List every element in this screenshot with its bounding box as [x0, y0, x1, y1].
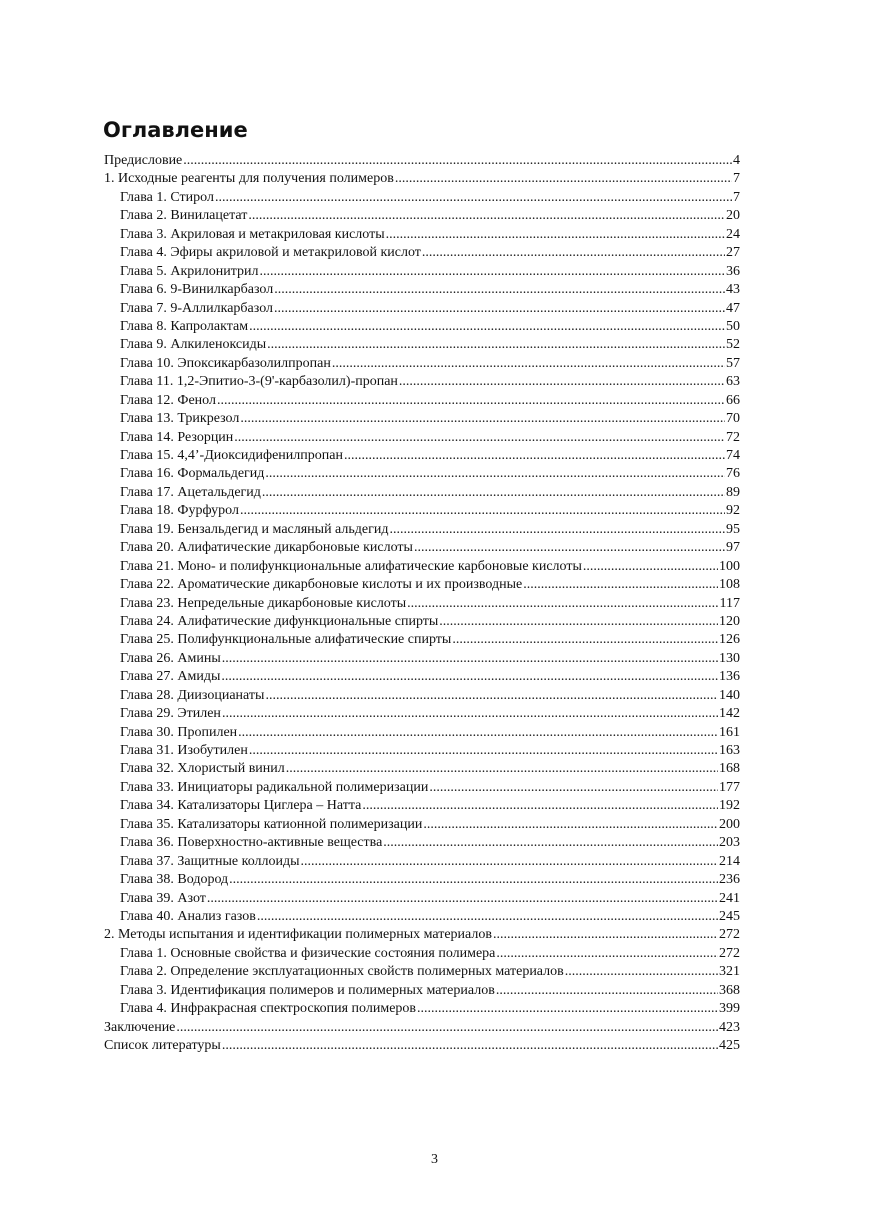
toc-entry-page: 89 — [726, 484, 740, 500]
toc-chapter-entry[interactable] — [104, 484, 740, 502]
toc-entry-page: 130 — [719, 650, 740, 666]
toc-entry-label: Глава 31. Изобутилен — [120, 743, 248, 758]
toc-entry-page: 50 — [726, 318, 740, 334]
toc-entry-page: 163 — [719, 743, 740, 758]
toc-entry-page: 108 — [719, 577, 740, 593]
toc-entry-page: 142 — [719, 706, 740, 722]
toc-entry-page: 92 — [726, 503, 740, 519]
toc-entry-page: 321 — [719, 964, 740, 980]
toc-leader-dots — [407, 595, 718, 613]
toc-chapter-entry[interactable] — [104, 226, 740, 244]
toc-chapter-entry[interactable] — [104, 410, 740, 428]
toc-chapter-entry[interactable] — [104, 558, 740, 576]
toc-chapter-entry[interactable] — [104, 502, 740, 520]
toc-entry-page: 120 — [719, 613, 740, 629]
toc-chapter-entry[interactable] — [104, 687, 740, 705]
toc-leader-dots — [240, 410, 725, 428]
toc-entry-label: Глава 1. Стирол — [120, 189, 214, 205]
toc-leader-dots — [265, 687, 718, 705]
toc-leader-dots — [229, 871, 718, 889]
toc-entry-page: 192 — [719, 798, 740, 814]
toc-leader-dots — [274, 300, 725, 318]
toc-leader-dots — [222, 650, 718, 668]
toc-entry-label: Глава 2. Определение эксплуатационных свойств полимерных материалов — [120, 964, 564, 980]
toc-entry-page: 27 — [726, 245, 740, 261]
toc-entry-label: Глава 9. Алкиленоксиды — [120, 337, 267, 353]
toc-entry-label: Глава 12. Фенол — [120, 392, 216, 408]
toc-chapter-entry[interactable] — [104, 336, 740, 354]
toc-leader-dots — [399, 373, 725, 391]
toc-entry-label: Глава 7. 9-Аллилкарбазол — [120, 300, 273, 316]
toc-leader-dots — [523, 576, 718, 594]
toc-entry-label: Глава 20. Алифатические дикарбоновые кислоты — [120, 540, 413, 556]
toc-entry-label: Глава 15. 4,4’-Диоксидифенилпропан — [120, 448, 343, 463]
toc-entry-page: 20 — [726, 208, 740, 224]
toc-entry-label: Глава 34. Катализаторы Циглера – Натта — [120, 798, 362, 814]
toc-chapter-entry[interactable] — [104, 429, 740, 447]
toc-entry-page: 72 — [726, 429, 740, 445]
toc-chapter-entry[interactable] — [104, 797, 740, 815]
toc-leader-dots — [222, 705, 718, 723]
toc-chapter-entry[interactable] — [104, 392, 740, 410]
toc-entry-label: Глава 4. Эфиры акриловой и метакриловой кислот — [120, 245, 421, 261]
toc-leader-dots — [422, 244, 725, 262]
toc-entry-label: Глава 18. Фурфурол — [120, 503, 239, 519]
toc-chapter-entry[interactable] — [104, 465, 740, 483]
toc-section-entry[interactable] — [104, 170, 740, 188]
toc-entry-page: 200 — [719, 816, 740, 832]
toc-entry-label: Глава 13. Трикрезол — [120, 411, 240, 427]
toc-entry-page: 236 — [719, 872, 740, 888]
toc-chapter-entry[interactable] — [104, 263, 740, 281]
toc-chapter-entry[interactable] — [104, 668, 740, 686]
toc-leader-dots — [417, 1000, 718, 1018]
toc-entry-label: 1. Исходные реагенты для получения полимеров — [104, 171, 394, 187]
toc-chapter-entry[interactable] — [104, 650, 740, 668]
toc-leader-dots — [248, 207, 725, 225]
toc-chapter-entry[interactable] — [104, 595, 740, 613]
toc-entry-label: Предисловие — [104, 153, 183, 168]
toc-leader-dots — [215, 189, 732, 207]
toc-leader-dots — [176, 1019, 718, 1037]
toc-entry-label: Глава 17. Ацетальдегид — [120, 484, 261, 500]
toc-entry-label: Глава 2. Винилацетат — [120, 208, 248, 224]
toc-leader-dots — [344, 447, 725, 465]
toc-chapter-entry[interactable] — [104, 779, 740, 797]
toc-leader-dots — [301, 853, 718, 871]
toc-entry-page: 136 — [719, 669, 740, 685]
toc-chapter-entry[interactable] — [104, 521, 740, 539]
toc-entry-page: 7 — [733, 171, 740, 187]
toc-entry-page: 24 — [726, 226, 740, 242]
toc-leader-dots — [565, 963, 718, 981]
toc-chapter-entry[interactable] — [104, 760, 740, 778]
toc-entry-label: Глава 19. Бензальдегид и масляный альдегид — [120, 521, 389, 537]
toc-entry-page: 245 — [719, 908, 740, 924]
toc-leader-dots — [262, 484, 725, 502]
toc-leader-dots — [414, 539, 725, 557]
toc-entry-page: 100 — [719, 558, 740, 574]
toc-chapter-entry[interactable] — [104, 207, 740, 225]
toc-entry-page: 399 — [719, 1001, 740, 1017]
toc-entry-label: Глава 6. 9-Винилкарбазол — [120, 282, 274, 298]
toc-entry-page: 76 — [726, 466, 740, 482]
toc-chapter-entry[interactable] — [104, 982, 740, 1000]
toc-entry-page: 203 — [719, 835, 740, 851]
toc-leader-dots — [274, 281, 725, 299]
toc-leader-dots — [207, 890, 718, 908]
toc-entry-label: Глава 39. Азот — [120, 890, 206, 906]
toc-section-entry[interactable] — [104, 1037, 740, 1055]
toc-entry-label: Глава 1. Основные свойства и физические состояния полимера — [120, 945, 496, 961]
toc-entry-page: 36 — [726, 263, 740, 279]
toc-entry-label: Глава 38. Водород — [120, 872, 229, 888]
toc-entry-page: 161 — [719, 724, 740, 740]
toc-leader-dots — [496, 982, 718, 1000]
toc-leader-dots — [383, 834, 718, 852]
toc-entry-label: Глава 4. Инфракрасная спектроскопия полимеров — [120, 1001, 417, 1017]
toc-entry-label: Глава 21. Моно- и полифункциональные алифатические карбоновые кислоты — [120, 558, 582, 574]
toc-entry-page: 4 — [733, 153, 740, 168]
toc-entry-label: Глава 5. Акрилонитрил — [120, 263, 259, 279]
toc-leader-dots — [221, 668, 718, 686]
toc-entry-page: 97 — [726, 540, 740, 556]
toc-entry-page: 52 — [726, 337, 740, 353]
toc-leader-dots — [183, 152, 732, 170]
toc-entry-page: 368 — [719, 982, 740, 998]
toc-leader-dots — [439, 613, 718, 631]
toc-entry-label: Глава 3. Акриловая и метакриловая кислоты — [120, 226, 385, 242]
toc-leader-dots — [332, 355, 725, 373]
toc-entry-label: Глава 37. Защитные коллоиды — [120, 853, 300, 869]
toc-entry-page: 74 — [726, 448, 740, 463]
toc-chapter-entry[interactable] — [104, 834, 740, 852]
toc-entry-label: Глава 32. Хлористый винил — [120, 761, 285, 777]
toc-leader-dots — [217, 392, 725, 410]
toc-leader-dots — [389, 521, 725, 539]
toc-chapter-entry[interactable] — [104, 189, 740, 207]
toc-entry-page: 117 — [719, 595, 740, 611]
toc-leader-dots — [234, 429, 725, 447]
toc-entry-page: 272 — [719, 945, 740, 961]
table-of-contents — [104, 152, 740, 1055]
toc-entry-page: 425 — [719, 1038, 740, 1053]
toc-entry-label: Глава 25. Полифункциональные алифатические спирты — [120, 632, 452, 648]
toc-chapter-entry[interactable] — [104, 613, 740, 631]
toc-entry-page: 423 — [719, 1019, 740, 1035]
toc-entry-page: 95 — [726, 521, 740, 537]
toc-entry-label: Глава 16. Формальдегид — [120, 466, 265, 482]
page-title: Оглавление — [103, 118, 248, 142]
toc-chapter-entry[interactable] — [104, 539, 740, 557]
toc-chapter-entry[interactable] — [104, 724, 740, 742]
toc-leader-dots — [249, 318, 725, 336]
toc-entry-label: Глава 8. Капролактам — [120, 318, 249, 334]
toc-chapter-entry[interactable] — [104, 963, 740, 981]
toc-entry-page: 66 — [726, 392, 740, 408]
toc-chapter-entry[interactable] — [104, 890, 740, 908]
toc-entry-label: Глава 3. Идентификация полимеров и полимерных материалов — [120, 982, 495, 998]
toc-chapter-entry[interactable] — [104, 373, 740, 391]
toc-chapter-entry[interactable] — [104, 447, 740, 465]
toc-entry-page: 57 — [726, 355, 740, 371]
toc-chapter-entry[interactable] — [104, 871, 740, 889]
toc-leader-dots — [452, 631, 718, 649]
toc-entry-label: Глава 23. Непредельные дикарбоновые кислоты — [120, 595, 407, 611]
toc-section-entry[interactable] — [104, 1019, 740, 1037]
toc-entry-label: Глава 22. Ароматические дикарбоновые кислоты и их производные — [120, 577, 523, 593]
toc-entry-page: 272 — [719, 927, 740, 943]
toc-leader-dots — [257, 908, 718, 926]
toc-entry-page: 241 — [719, 890, 740, 906]
toc-leader-dots — [429, 779, 718, 797]
toc-chapter-entry[interactable] — [104, 908, 740, 926]
toc-entry-page: 126 — [719, 632, 740, 648]
toc-chapter-entry[interactable] — [104, 1000, 740, 1018]
toc-leader-dots — [493, 926, 718, 944]
toc-entry-page: 7 — [733, 189, 740, 205]
toc-entry-label: Глава 27. Амиды — [120, 669, 221, 685]
toc-entry-page: 177 — [719, 779, 740, 795]
toc-chapter-entry[interactable] — [104, 631, 740, 649]
toc-entry-page: 47 — [726, 300, 740, 316]
toc-leader-dots — [249, 742, 718, 760]
toc-entry-label: Глава 24. Алифатические дифункциональные спирты — [120, 613, 439, 629]
toc-entry-page: 70 — [726, 411, 740, 427]
toc-chapter-entry[interactable] — [104, 945, 740, 963]
toc-section-entry[interactable] — [104, 152, 740, 170]
toc-chapter-entry[interactable] — [104, 318, 740, 336]
toc-entry-page: 168 — [719, 761, 740, 777]
toc-entry-label: Глава 11. 1,2-Эпитио-3-(9'-карбазолил)-пропан — [120, 374, 398, 390]
toc-section-entry[interactable] — [104, 926, 740, 944]
toc-chapter-entry[interactable] — [104, 816, 740, 834]
toc-chapter-entry[interactable] — [104, 300, 740, 318]
toc-leader-dots — [240, 502, 725, 520]
toc-leader-dots — [260, 263, 725, 281]
toc-entry-page: 140 — [719, 687, 740, 703]
toc-entry-label: 2. Методы испытания и идентификации полимерных материалов — [104, 927, 492, 943]
toc-leader-dots — [286, 760, 718, 778]
toc-leader-dots — [362, 797, 718, 815]
toc-leader-dots — [265, 465, 725, 483]
toc-entry-label: Глава 29. Этилен — [120, 706, 221, 722]
toc-leader-dots — [423, 816, 718, 834]
toc-chapter-entry[interactable] — [104, 853, 740, 871]
toc-leader-dots — [238, 724, 718, 742]
toc-entry-label: Глава 40. Анализ газов — [120, 908, 256, 924]
page-number: 3 — [431, 1152, 438, 1167]
toc-entry-label: Глава 30. Пропилен — [120, 724, 238, 740]
toc-entry-label: Глава 10. Эпоксикарбазолилпропан — [120, 355, 331, 371]
toc-entry-page: 43 — [726, 282, 740, 298]
toc-entry-label: Глава 33. Инициаторы радикальной полимеризации — [120, 779, 429, 795]
toc-entry-label: Заключение — [104, 1019, 176, 1035]
toc-leader-dots — [267, 336, 725, 354]
toc-chapter-entry[interactable] — [104, 281, 740, 299]
toc-entry-page: 214 — [719, 853, 740, 869]
toc-chapter-entry[interactable] — [104, 576, 740, 594]
toc-chapter-entry[interactable] — [104, 705, 740, 723]
toc-leader-dots — [496, 945, 718, 963]
toc-entry-label: Список литературы — [104, 1038, 221, 1053]
toc-chapter-entry[interactable] — [104, 244, 740, 262]
toc-leader-dots — [583, 558, 718, 576]
toc-entry-label: Глава 35. Катализаторы катионной полимеризации — [120, 816, 423, 832]
toc-leader-dots — [395, 170, 732, 188]
toc-chapter-entry[interactable] — [104, 742, 740, 760]
toc-entry-page: 63 — [726, 374, 740, 390]
toc-chapter-entry[interactable] — [104, 355, 740, 373]
toc-leader-dots — [222, 1037, 718, 1055]
toc-entry-label: Глава 26. Амины — [120, 650, 221, 666]
toc-entry-label: Глава 28. Диизоцианаты — [120, 687, 265, 703]
toc-entry-label: Глава 14. Резорцин — [120, 429, 234, 445]
toc-entry-label: Глава 36. Поверхностно-активные вещества — [120, 835, 383, 851]
toc-leader-dots — [386, 226, 725, 244]
